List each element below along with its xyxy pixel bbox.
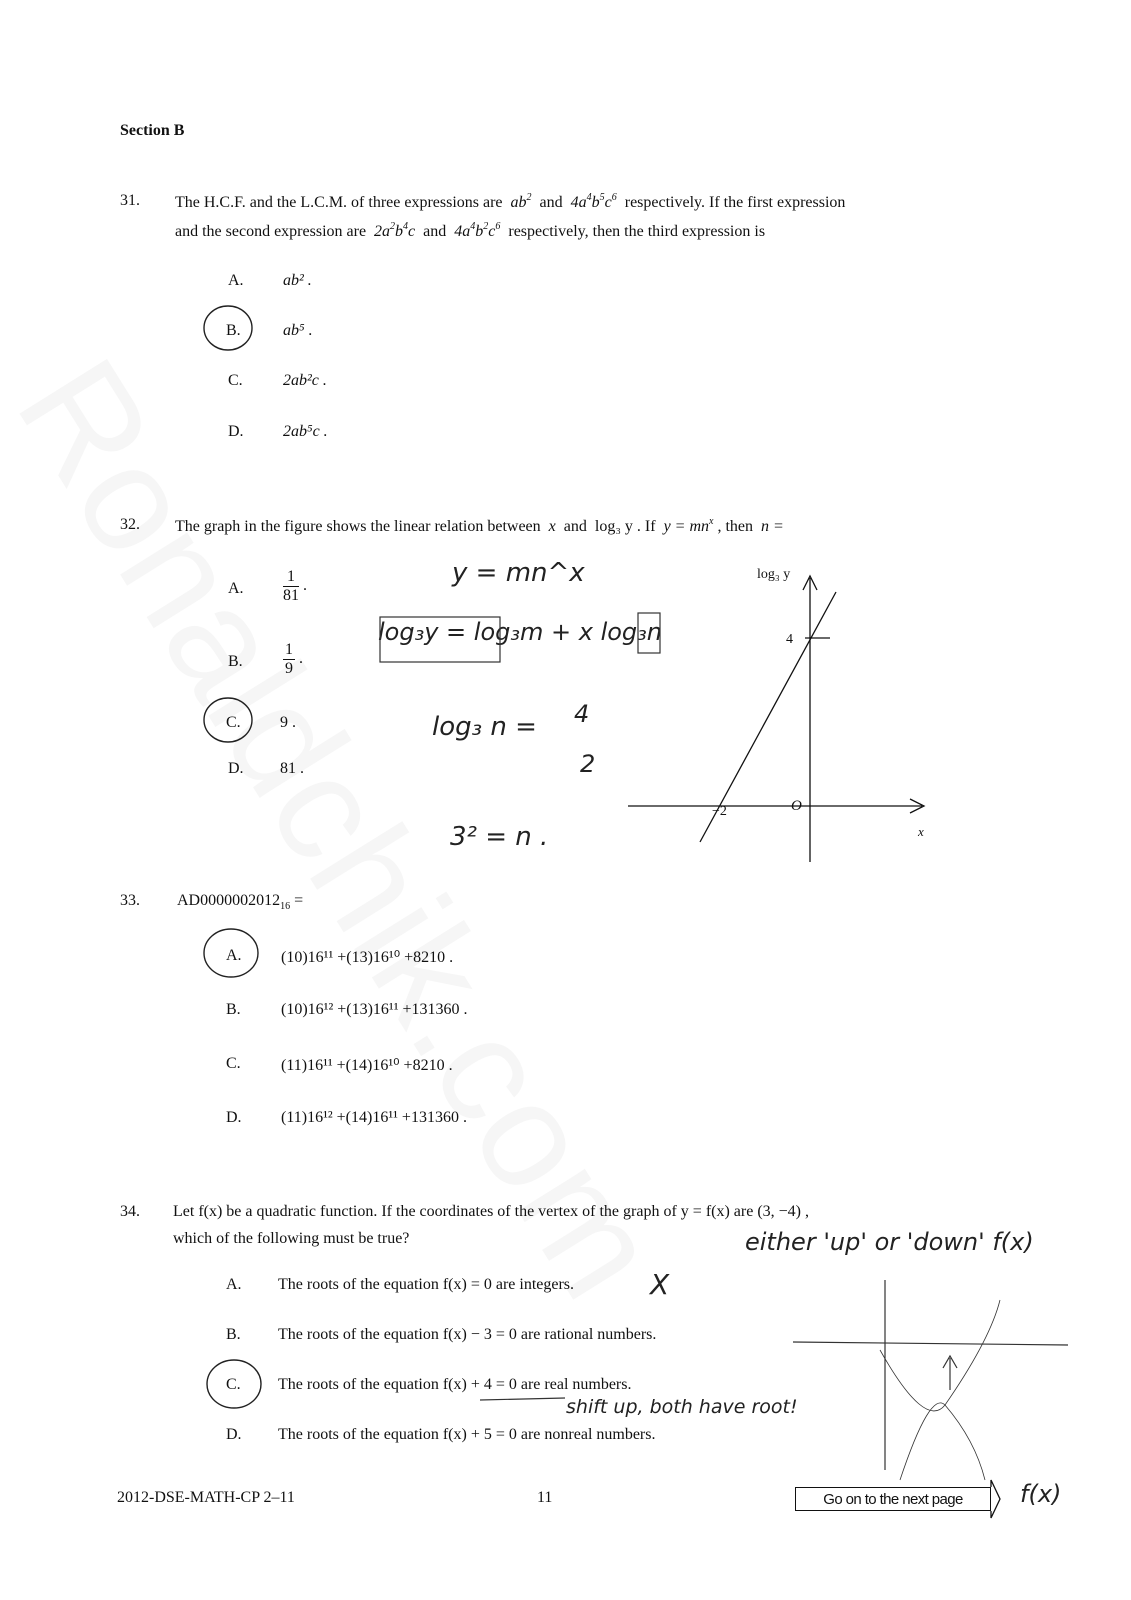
q33-option-c: (11)16¹¹ +(14)16¹⁰ +8210 .	[281, 1057, 453, 1074]
handwritten-note: either 'up' or 'down' f(x)	[745, 1228, 1034, 1256]
q32-option-d: 81 .	[280, 760, 304, 777]
handwritten-note: y = mn^x	[452, 558, 585, 588]
handwritten-note: log₃ n =	[432, 712, 537, 742]
x-axis-label: x	[918, 824, 924, 839]
q33-option-c-label: C.	[226, 1055, 241, 1072]
q33-option-b: (10)16¹² +(13)16¹¹ +131360 .	[281, 1001, 468, 1018]
q31-option-c-label: C.	[228, 372, 243, 389]
sketch-axis	[793, 1342, 1068, 1345]
q32-expr: y = mn	[663, 518, 710, 535]
next-page-button[interactable]: Go on to the next page	[795, 1487, 991, 1511]
q32-option-a: $\frac{1}{81}$ .	[283, 568, 307, 604]
q34-option-a: The roots of the equation f(x) = 0 are integers.	[278, 1276, 575, 1293]
section-title: Section B	[120, 122, 185, 139]
q31-option-d-label: D.	[228, 423, 244, 440]
q32-text: , then	[717, 518, 754, 535]
q31-text: and	[423, 223, 447, 240]
q33-option-d: (11)16¹² +(14)16¹¹ +131360 .	[281, 1109, 467, 1126]
question-31-number: 31.	[120, 192, 140, 209]
handwritten-note: 4	[574, 700, 590, 728]
numerator: 1	[285, 641, 293, 658]
handwritten-note: shift up, both have root!	[566, 1396, 798, 1418]
answer-circle-q33	[204, 929, 258, 977]
q34-option-b: The roots of the equation f(x) − 3 = 0 are rational numbers.	[278, 1326, 657, 1343]
q33-option-b-label: B.	[226, 1001, 241, 1018]
q33-option-a-label: A.	[226, 947, 242, 964]
handwritten-note: log₃y = log₃m + x log₃n	[378, 618, 662, 646]
q34-option-c-label: C.	[226, 1376, 241, 1393]
q31-option-c: 2ab²c .	[283, 372, 327, 389]
handwritten-note: 3² = n .	[450, 822, 549, 852]
q31-option-a: ab² .	[283, 272, 312, 289]
page-number: 11	[537, 1489, 553, 1506]
hex-base: 16	[280, 901, 291, 913]
question-32-number: 32.	[120, 516, 140, 533]
denominator: 9	[285, 660, 293, 677]
box	[380, 617, 500, 662]
answer-circle-q34	[207, 1360, 261, 1408]
question-33-number: 33.	[120, 892, 140, 909]
q31-option-a-label: A.	[228, 272, 244, 289]
q34-option-c: The roots of the equation f(x) + 4 = 0 are real numbers.	[278, 1376, 632, 1393]
q34-option-d: The roots of the equation f(x) + 5 = 0 are nonreal numbers.	[278, 1426, 656, 1443]
q32-var: x	[548, 518, 556, 535]
q33-option-d-label: D.	[226, 1109, 242, 1126]
q34-option-d-label: D.	[226, 1426, 242, 1443]
q32-exp: x	[709, 516, 714, 527]
q32-option-d-label: D.	[228, 760, 244, 777]
question-34-line-1: Let f(x) be a quadratic function. If the coordinates of the vertex of the graph of y = f(x) are (3, −4) ,	[173, 1203, 810, 1220]
q34-option-b-label: B.	[226, 1326, 241, 1343]
box	[638, 613, 660, 653]
q34-option-a-label: A.	[226, 1276, 242, 1293]
question-34-line-2: which of the following must be true?	[173, 1230, 410, 1247]
answer-circles	[204, 306, 261, 1408]
sketch-parabola	[880, 1300, 1000, 1411]
q31-option-b-label: B.	[226, 322, 241, 339]
q33-option-a: (10)16¹¹ +(13)16¹⁰ +8210 .	[281, 949, 454, 966]
handwritten-note: 2	[580, 750, 596, 778]
q32-option-a-label: A.	[228, 580, 244, 597]
q32-option-c: 9 .	[280, 714, 296, 731]
underline	[480, 1398, 565, 1400]
q32-expr: n =	[761, 518, 784, 535]
q31-text: and	[539, 194, 563, 211]
hex-number: AD0000002012	[177, 892, 281, 909]
y-intercept-label: 4	[786, 632, 793, 647]
q31-text: and the second expression are	[175, 223, 367, 240]
q32-text: . If	[636, 518, 656, 535]
origin-label: O	[791, 798, 802, 814]
handwritten-cross: X	[650, 1268, 670, 1301]
q32-text: and	[563, 518, 587, 535]
equals: =	[294, 892, 304, 909]
q32-expr: log₃ y	[594, 518, 633, 535]
next-page-arrow	[991, 1480, 1000, 1518]
handwritten-sketch	[380, 613, 1068, 1480]
handwritten-note: f(x)	[1020, 1480, 1062, 1508]
q32-option-b: $\frac{1}{9}$ .	[285, 641, 303, 677]
x-intercept-label: −2	[712, 804, 727, 819]
q32-option-c-label: C.	[226, 714, 241, 731]
q31-option-d: 2ab⁵c .	[283, 423, 328, 440]
denominator: 81	[283, 587, 299, 604]
sketch-parabola	[900, 1403, 985, 1480]
q31-text: The H.C.F. and the L.C.M. of three expressions are	[175, 194, 503, 211]
q31-text: respectively, then the third expression is	[508, 223, 766, 240]
question-34-number: 34.	[120, 1203, 140, 1220]
q31-option-b: ab⁵ .	[283, 322, 313, 339]
footer-code: 2012-DSE-MATH-CP 2–11	[117, 1489, 295, 1506]
y-axis-label: log₃ y	[757, 567, 791, 582]
question-31-line-1: The H.C.F. and the L.C.M. of three expressions are $ab^2$ and $4a^4b^5c^6$ respectively. If the first expression	[175, 192, 846, 211]
q31-text: respectively. If the first expression	[624, 194, 846, 211]
question-31-line-2: and the second expression are $2a^2b^4c$ and $4a^4b^2c^6$ respectively, then the third expression is	[175, 221, 766, 240]
answer-circle-q32	[204, 698, 252, 742]
q32-option-b-label: B.	[228, 653, 243, 670]
answer-circle-q31	[204, 306, 252, 350]
log-graph	[628, 567, 924, 862]
q32-text: The graph in the figure shows the linear relation between	[175, 518, 541, 535]
numerator: 1	[283, 568, 299, 587]
